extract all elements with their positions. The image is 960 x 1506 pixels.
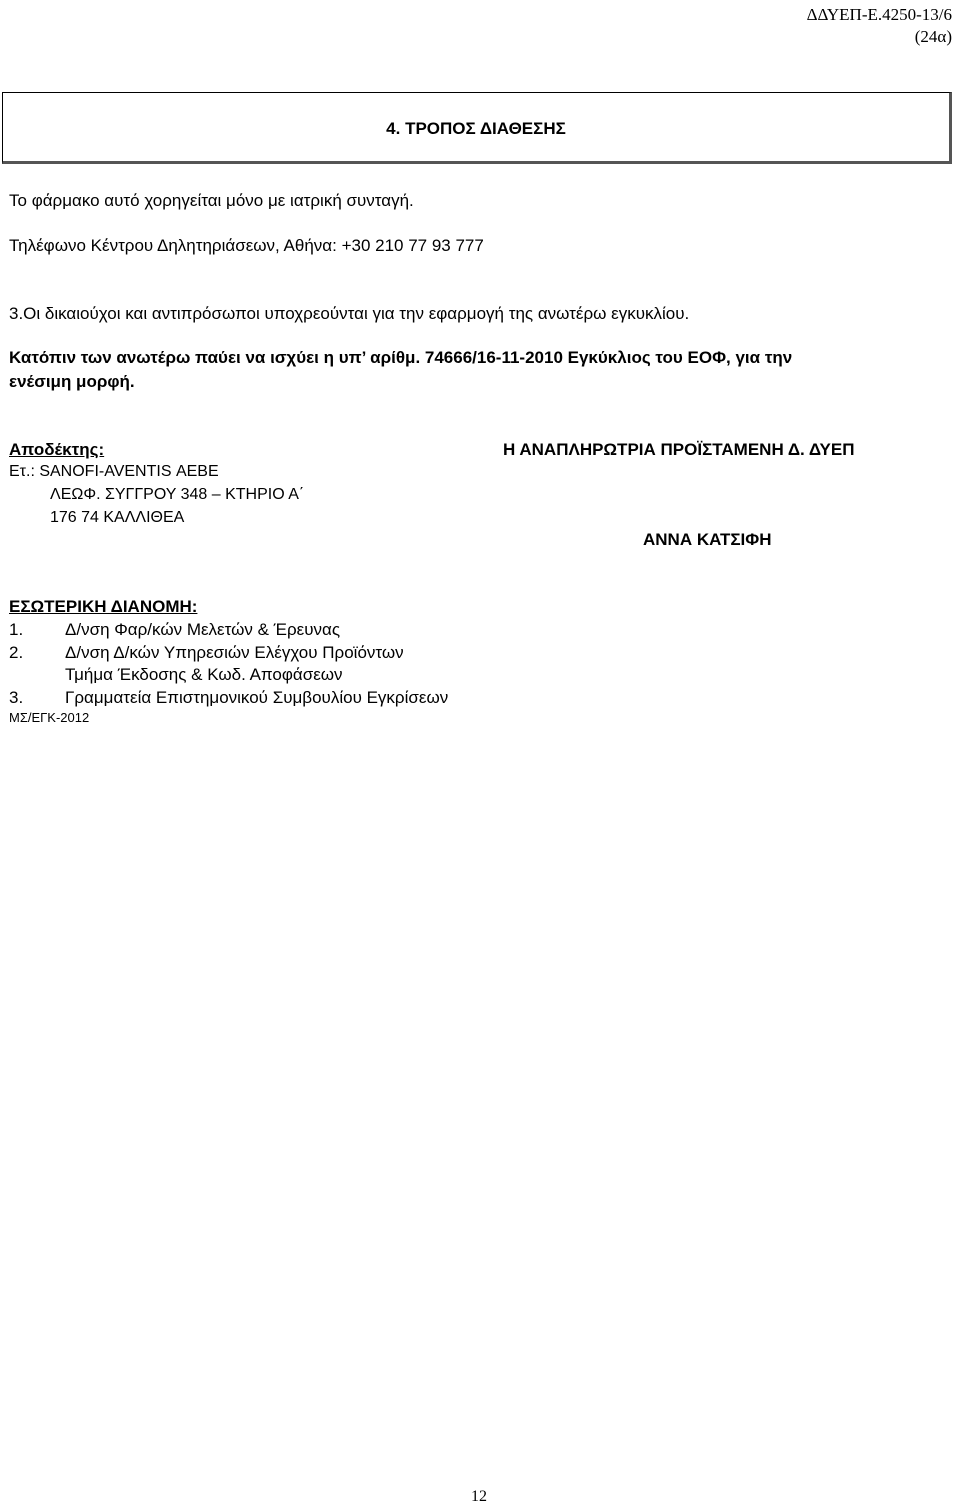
distribution-item-number: 3. [9,688,24,707]
reference-number: ΔΔΥΕΠ-Ε.4250-13/6 [806,5,952,24]
distribution-item-number: 2. [9,643,24,662]
distribution-item [9,688,709,710]
page-number: 12 [471,1488,487,1505]
distribution-item-text: Τμήμα Έκδοσης & Κωδ. Αποφάσεων [65,665,343,684]
signatory-name: ΑΝΝΑ ΚΑΤΣΙΦΗ [643,530,772,549]
revocation-statement-line2: ενέσιμη μορφή. [9,372,135,391]
prescription-note: Το φάρμακο αυτό χορηγείται μόνο με ιατρική συνταγή. [9,191,414,210]
distribution-item [9,620,709,642]
distribution-item-number: 1. [9,620,24,639]
poison-center-phone: Τηλέφωνο Κέντρου Δηλητηριάσεων, Αθήνα: +30 210 77 93 777 [9,236,484,255]
signatory-title: Η ΑΝΑΠΛΗΡΩΤΡΙΑ ΠΡΟΪΣΤΑΜΕΝΗ Δ. ΔΥΕΠ [503,440,855,459]
distribution-item-text: Δ/νση Φαρ/κών Μελετών & Έρευνας [65,620,341,639]
document-reference [807,4,952,48]
recipient-address-city: 176 74 ΚΑΛΛΙΘΕΑ [50,509,185,526]
section-header-box [2,92,952,164]
recipient-company: Ετ.: SANOFI-AVENTIS ΑΕΒΕ [9,463,219,480]
distribution-item [9,643,709,665]
internal-distribution-heading: ΕΣΩΤΕΡΙΚΗ ΔΙΑΝΟΜΗ: [9,597,198,616]
distribution-item-text: Δ/νση Δ/κών Υπηρεσιών Ελέγχου Προϊόντων [65,643,404,662]
revocation-statement-line1: Κατόπιν των ανωτέρω παύει να ισχύει η υπ’ αρίθμ. 74666/16-11-2010 Εγκύκλιος του ΕΟΦ, για την [9,348,793,367]
section-title: 4. ΤΡΟΠΟΣ ΔΙΑΘΕΣΗΣ [386,119,566,138]
distribution-item-text: Γραμματεία Επιστημονικού Συμβουλίου Εγκρίσεων [65,688,449,707]
obligation-statement: 3.Οι δικαιούχοι και αντιπρόσωποι υποχρεούνται για την εφαρμογή της ανωτέρω εγκυκλίου. [9,304,690,323]
recipient-label: Αποδέκτης: [9,440,105,459]
recipient-address-street: ΛΕΩΦ. ΣΥΓΓΡΟΥ 348 – ΚΤΗΡΙΟ Α΄ [50,486,305,503]
distribution-code: ΜΣ/ΕΓΚ-2012 [9,710,90,725]
distribution-item [9,665,709,687]
reference-subnumber: (24α) [914,27,952,46]
